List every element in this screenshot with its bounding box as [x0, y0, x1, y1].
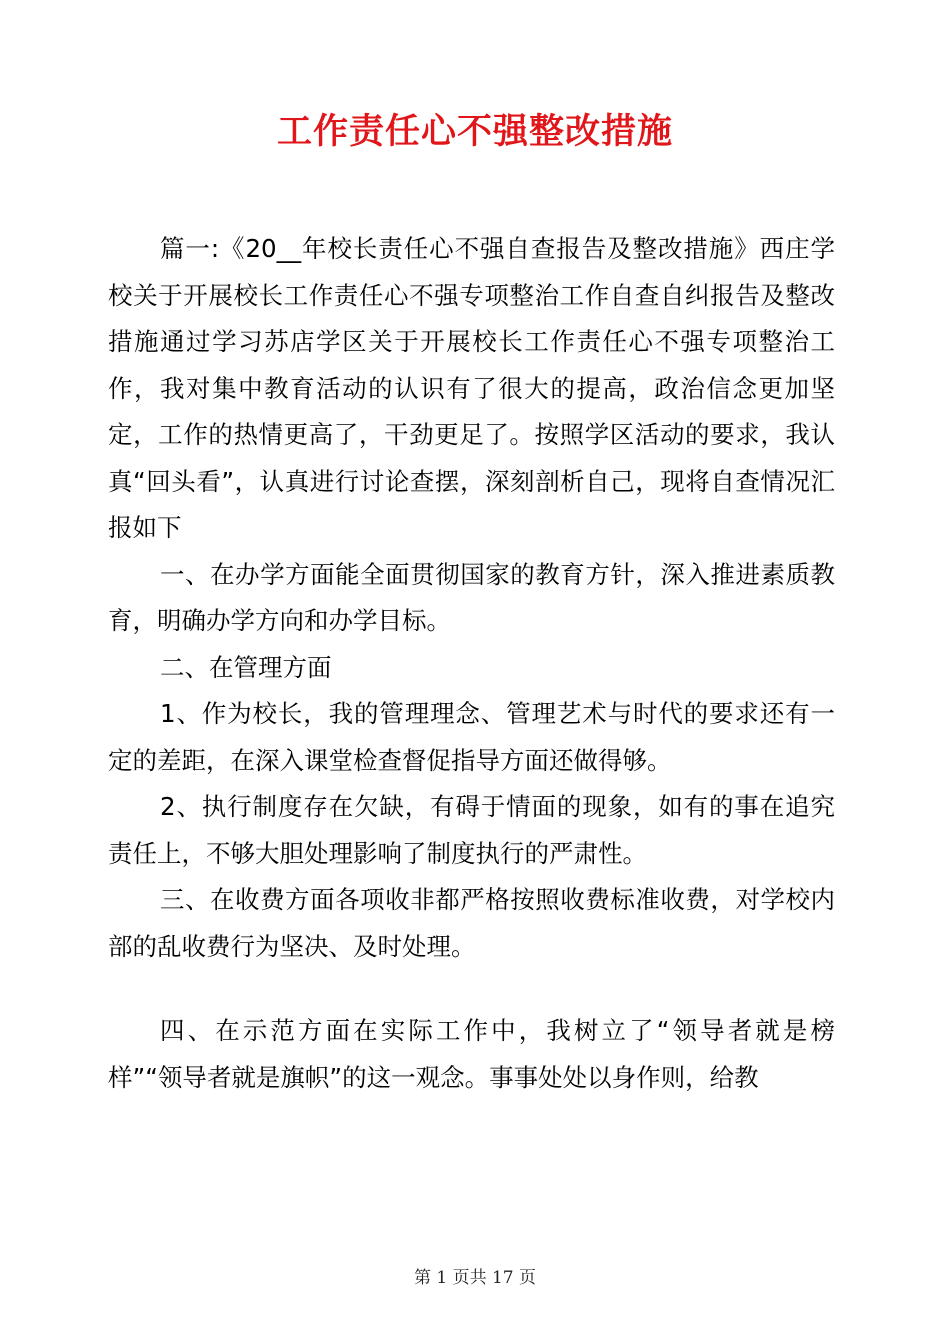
paragraph-intro: 篇一:《20__年校长责任心不强自查报告及整改措施》西庄学校关于开展校长工作责任心不强专项整治工作自查自纠报告及整改措施通过学习苏店学区关于开展校长工作责任心不强专项整治工作，我对集中教育活动的认识有了很大的提高，政治信念更加坚定，工作的热情更高了，干劲更足了。按照学区活动的要求，我认真“回头看”，认真进行讨论查摆，深刻剖析自己，现将自查情况汇报如下 [108, 234, 835, 542]
paragraph-section-2-item-2: 2、执行制度存在欠缺，有碍于情面的现象，如有的事在追究责任上，不够大胆处理影响了制度执行的严肃性。 [108, 792, 835, 868]
paragraph-section-4: 四、在示范方面在实际工作中，我树立了“领导者就是榜样”“领导者就是旗帜”的这一观念。事事处处以身作则，给教 [108, 1016, 835, 1092]
document-title: 工作责任心不强整改措施 [276, 112, 673, 152]
paragraph-section-2-item-1: 1、作为校长，我的管理理念、管理艺术与时代的要求还有一定的差距，在深入课堂检查督促指导方面还做得够。 [108, 699, 835, 775]
page-number-footer: 第 1 页共 17 页 [413, 1268, 537, 1288]
paragraph-section-1: 一、在办学方面能全面贯彻国家的教育方针，深入推进素质教育，明确办学方向和办学目标。 [108, 559, 835, 635]
document-body [108, 226, 835, 1101]
paragraph-section-2-heading: 二、在管理方面 [160, 652, 332, 682]
paragraph-section-3: 三、在收费方面各项收非都严格按照收费标准收费，对学校内部的乱收费行为坚决、及时处理。 [108, 885, 835, 961]
